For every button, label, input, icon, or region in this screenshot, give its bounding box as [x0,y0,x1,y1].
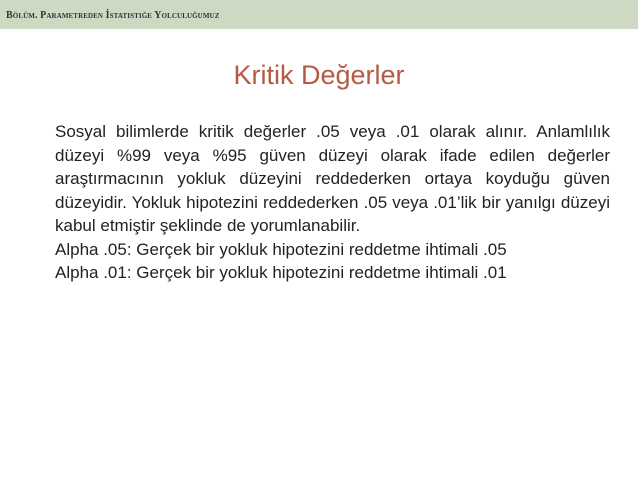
header-band [0,0,638,29]
alpha-05-line: Alpha .05: Gerçek bir yokluk hipotezini reddetme ihtimali .05 [55,239,507,259]
chapter-header: Bölüm. Parametreden İstatistiğe Yolculuğumuz [6,10,220,21]
slide-title: Kritik Değerler [233,60,405,90]
alpha-01-line: Alpha .01: Gerçek bir yokluk hipotezini reddetme ihtimali .01 [55,263,507,282]
body-paragraph: Sosyal bilimlerde kritik değerler .05 veya .01 olarak alınır. Anlamlılık düzeyi %99 veya %95 güven düzeyi olarak ifade edilen değerler araştırmacının yokluk düzeyini reddederken ortaya koyduğu güven düzeyidir. Yokluk hipotezini reddederken .05 veya .01’lik bir yanılgı düzeyi kabul etmiştir şeklinde de yorumlanabilir. [55,122,610,235]
slide-body [55,120,610,285]
